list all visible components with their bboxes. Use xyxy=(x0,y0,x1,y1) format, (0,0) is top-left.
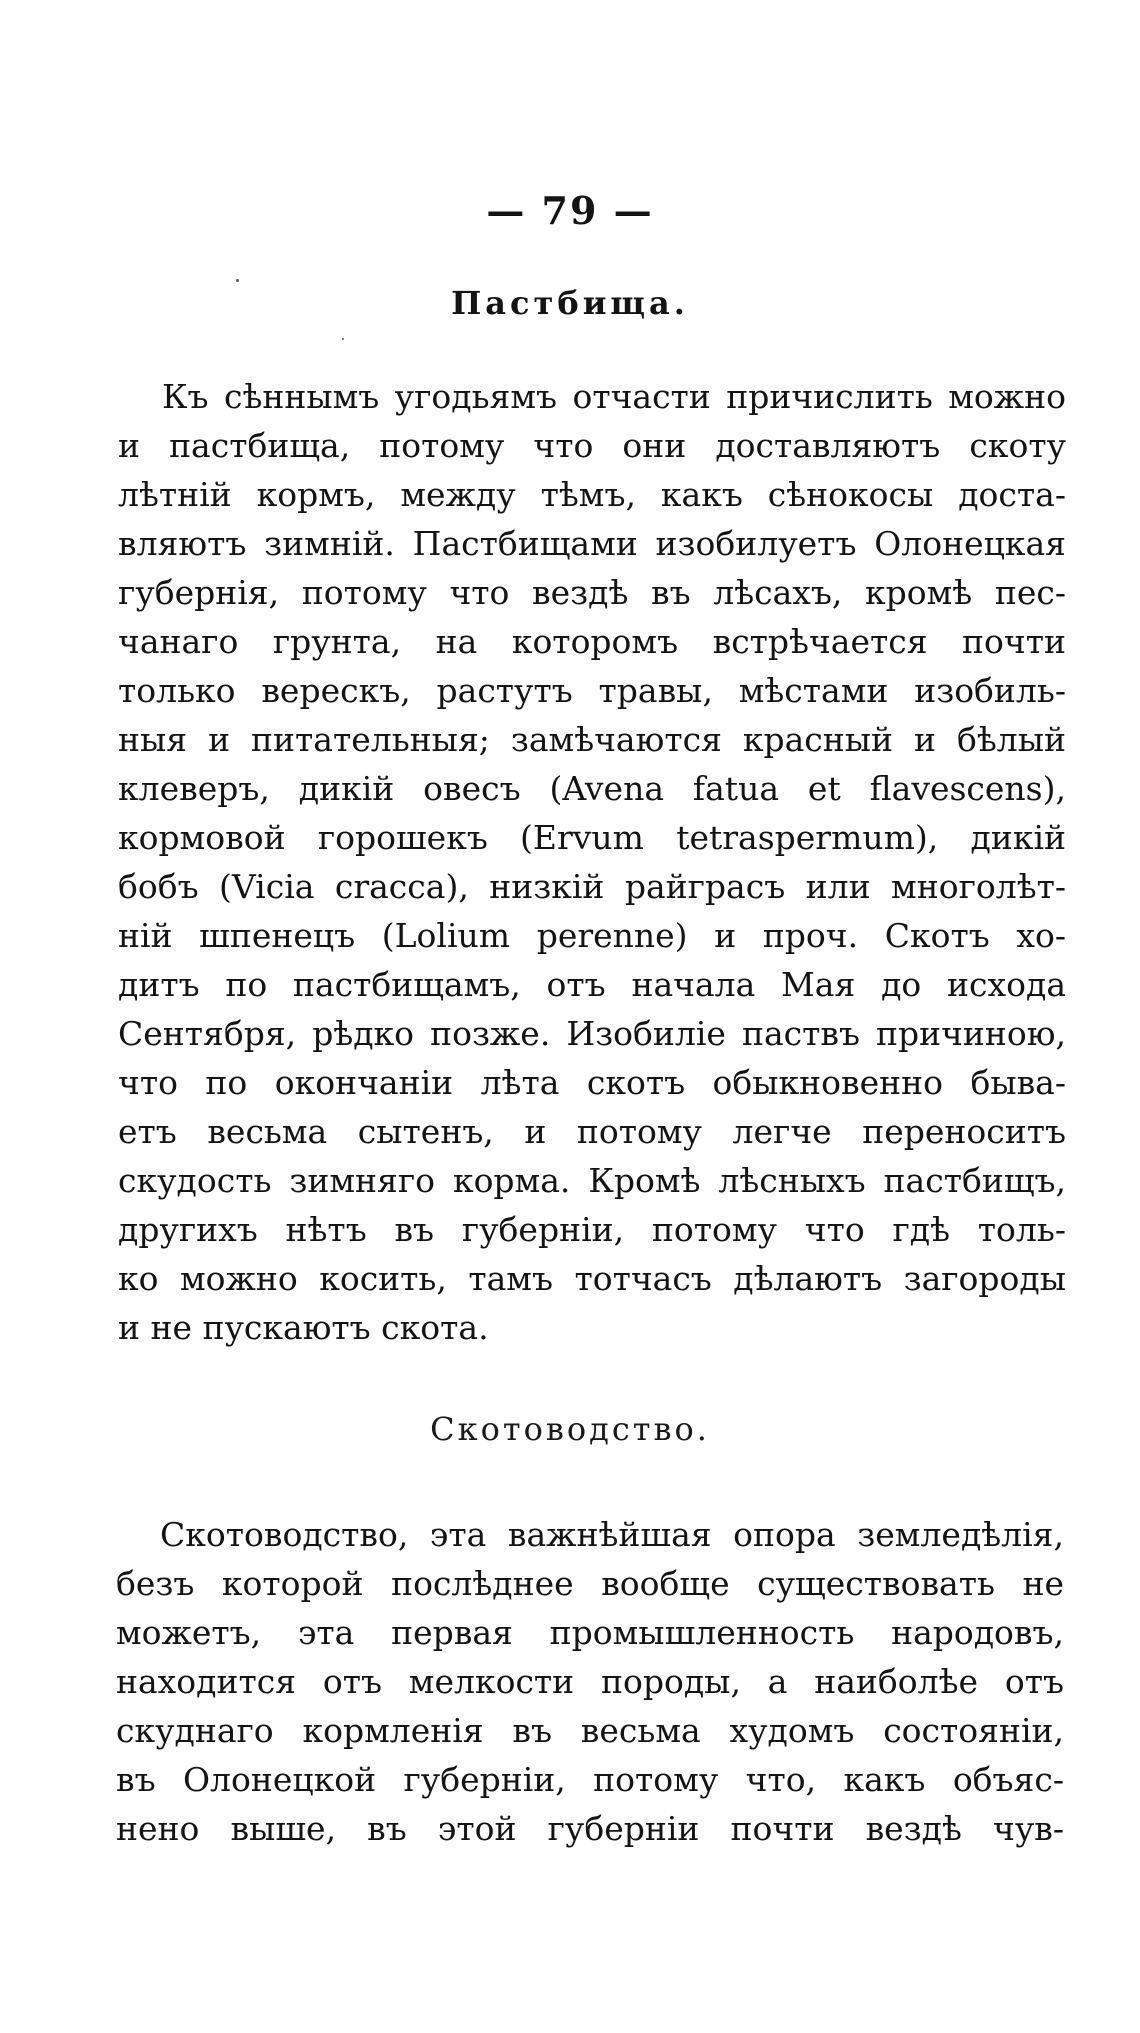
text-line: бобъ (Vicia cracca), низкій райграсъ или многолѣт- xyxy=(118,867,1066,906)
text-line: въ Олонецкой губерніи, потому что, какъ объяс- xyxy=(116,1760,1064,1799)
paragraph-pastures xyxy=(118,372,1066,1352)
text-line: скудость зимняго корма. Кромѣ лѣсныхъ пастбищъ, xyxy=(118,1161,1066,1200)
text-line: лѣтній кормъ, между тѣмъ, какъ сѣнокосы доста- xyxy=(118,475,1066,514)
text-line: можетъ, эта первая промышленность народовъ, xyxy=(116,1613,1064,1652)
ink-speck xyxy=(236,279,239,282)
text-line: и не пускаютъ скота. xyxy=(118,1308,489,1347)
section-title-pastures: Пастбища. xyxy=(451,284,689,322)
text-line: дитъ по пастбищамъ, отъ начала Мая до исхода xyxy=(118,965,1066,1004)
text-line: только верескъ, растутъ травы, мѣстами изобиль- xyxy=(118,671,1066,710)
text-line: находится отъ мелкости породы, а наиболѣе отъ xyxy=(116,1662,1064,1701)
text-line: что по окончаніи лѣта скотъ обыкновенно бывa- xyxy=(118,1063,1066,1102)
text-line: безъ которой послѣднее вообще существовать не xyxy=(116,1564,1064,1603)
text-line: Скотоводство, эта важнѣйшая опора земледѣлія, xyxy=(160,1515,1064,1554)
text-line: другихъ нѣтъ въ губерніи, потому что гдѣ толь- xyxy=(118,1210,1066,1249)
text-line: Сентября, рѣдко позже. Изобиліе паствъ причиною, xyxy=(118,1014,1066,1053)
page-number: — 79 — xyxy=(486,188,654,233)
text-line: нено выше, въ этой губерніи почти вездѣ чув- xyxy=(116,1809,1064,1848)
text-line: и пастбища, потому что они доставляютъ скоту xyxy=(118,426,1066,465)
section-title-livestock: Скотоводство. xyxy=(430,1410,710,1448)
text-line: губернія, потому что вездѣ въ лѣсахъ, кромѣ пес- xyxy=(118,573,1066,612)
ink-speck xyxy=(342,338,344,340)
text-line: чанаго грунта, на которомъ встрѣчается почти xyxy=(118,622,1066,661)
text-line: скуднаго кормленія въ весьма худомъ состояніи, xyxy=(116,1711,1064,1750)
text-line: ній шпенецъ (Lolium perenne) и проч. Скотъ хо- xyxy=(118,916,1066,955)
paragraph-livestock xyxy=(116,1510,1064,1853)
text-line: Къ сѣннымъ угодьямъ отчасти причислить можно xyxy=(162,377,1066,416)
text-line: клеверъ, дикій овесъ (Avena fatua et flavescens), xyxy=(118,769,1066,808)
text-line: ко можно косить, тамъ тотчасъ дѣлаютъ загороды xyxy=(118,1259,1066,1298)
text-line: етъ весьма сытенъ, и потому легче переноситъ xyxy=(118,1112,1066,1151)
text-line: кормовой горошекъ (Ervum tetraspermum), дикій xyxy=(118,818,1066,857)
text-line: ныя и питательныя; замѣчаются красный и бѣлый xyxy=(118,720,1066,759)
text-line: вляютъ зимній. Пастбищами изобилуетъ Олонецкая xyxy=(118,524,1066,563)
